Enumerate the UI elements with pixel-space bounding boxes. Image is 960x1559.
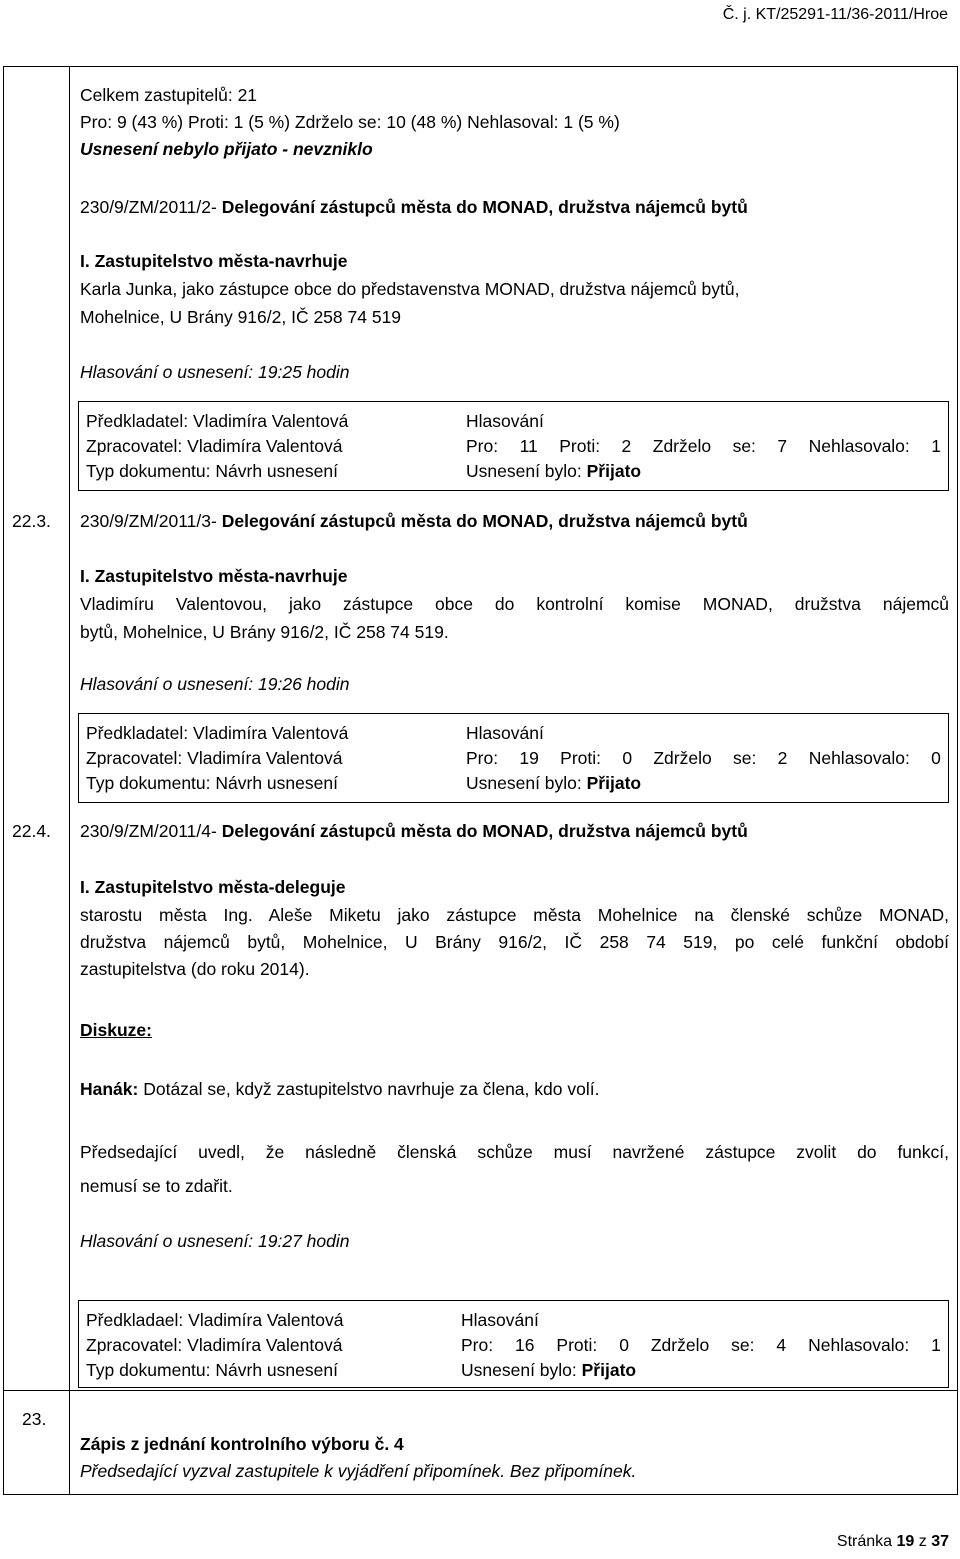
vote-value: 16 <box>515 1335 535 1355</box>
usneseni-result-22-3 <box>466 772 641 794</box>
discussion-label: Diskuze: <box>80 1020 152 1040</box>
vote-time-22-2: Hlasování o usnesení: 19:25 hodin <box>80 362 350 382</box>
vote-label: Pro: <box>461 1335 494 1355</box>
text-22-2-line1: Karla Junka, jako zástupce obce do představenstva MONAD, družstva nájemců bytů, <box>80 279 740 299</box>
vote-label: Nehlasovalo: <box>808 748 910 768</box>
item-number-22-3: 22.3. <box>12 511 51 531</box>
footer-page: 19 <box>896 1533 915 1550</box>
vote-value: 4 <box>776 1335 787 1355</box>
vote-value: 1 <box>931 436 941 456</box>
vote-counts-22-2 <box>466 435 941 457</box>
clause-22-4: I. Zastupitelstvo města-deleguje <box>80 877 346 897</box>
vote-value: 0 <box>931 748 941 768</box>
resolution-code: 230/9/ZM/2011/4- <box>80 821 217 841</box>
speaker-name: Hanák: <box>80 1079 139 1099</box>
text-22-4-line3: zastupitelstva (do roku 2014). <box>80 959 310 979</box>
hlasovani-label: Hlasování <box>466 411 544 431</box>
clause-22-3: I. Zastupitelstvo města-navrhuje <box>80 566 348 586</box>
vote-label: se: <box>731 1335 755 1355</box>
chair-statement-line1: Předsedající uvedl, že následně členská schůze musí navržené zástupce zvolit do funkcí, <box>80 1142 949 1162</box>
vote-value: 19 <box>519 748 539 768</box>
vote-value: 1 <box>931 1335 941 1355</box>
typ-dokumentu: Typ dokumentu: Návrh usnesení <box>86 773 338 793</box>
item-23-title: Zápis z jednání kontrolního výboru č. 4 <box>80 1434 404 1454</box>
usneseni-label: Usnesení bylo: <box>466 773 587 793</box>
item-23-text: Předsedající vyzval zastupitele k vyjádření připomínek. Bez připomínek. <box>80 1461 637 1481</box>
document-reference: Č. j. KT/25291-11/36-2011/Hroe <box>722 6 948 23</box>
text-22-4-line2: družstva nájemců bytů, Mohelnice, U Brány 916/2, IČ 258 74 519, po celé funkční období <box>80 932 949 952</box>
vote-time-22-4: Hlasování o usnesení: 19:27 hodin <box>80 1231 350 1251</box>
vote-label: Pro: <box>466 436 499 456</box>
vote-label: Proti: <box>556 1335 598 1355</box>
text-22-3-line2: bytů, Mohelnice, U Brány 916/2, IČ 258 74 519. <box>80 622 449 642</box>
resolution-heading-22-2 <box>80 196 748 218</box>
column-divider <box>69 66 70 1495</box>
vote-label: Zdrželo <box>653 748 712 768</box>
page-number <box>837 1531 949 1553</box>
text-22-4-line1: starostu města Ing. Aleše Miketu jako zástupce města Mohelnice na členské schůze MONAD, <box>80 905 949 925</box>
prev-outcome: Usnesení nebylo přijato - nevzniklo <box>80 139 373 159</box>
zpracovatel: Zpracovatel: Vladimíra Valentová <box>86 748 343 768</box>
vote-counts-22-3 <box>466 747 941 769</box>
resolution-title: Delegování zástupců města do MONAD, družstva nájemců bytů <box>216 511 748 531</box>
usneseni-value: Přijato <box>581 1360 637 1380</box>
hlasovani-label: Hlasování <box>466 723 544 743</box>
text-22-3-line1: Vladimíru Valentovou, jako zástupce obce do kontrolní komise MONAD, družstva nájemců <box>80 594 949 614</box>
hlasovani-label: Hlasování <box>461 1310 539 1330</box>
discussion-hanak <box>80 1078 599 1100</box>
item-number-22-4: 22.4. <box>12 821 51 841</box>
prev-total: Celkem zastupitelů: 21 <box>80 85 258 105</box>
vote-label: Proti: <box>560 748 602 768</box>
footer-prefix: Stránka <box>836 1533 897 1550</box>
vote-value: 0 <box>619 1335 629 1355</box>
zpracovatel: Zpracovatel: Vladimíra Valentová <box>86 436 343 456</box>
vote-value: 2 <box>621 436 632 456</box>
usneseni-label: Usnesení bylo: <box>466 461 587 481</box>
vote-label: Proti: <box>559 436 601 456</box>
resolution-title: Delegování zástupců města do MONAD, družstva nájemců bytů <box>216 197 748 217</box>
resolution-code: 230/9/ZM/2011/2- <box>80 197 217 217</box>
vote-label: Zdrželo <box>652 436 712 456</box>
vote-label: se: <box>732 436 756 456</box>
vote-value: 7 <box>777 436 788 456</box>
zpracovatel: Zpracovatel: Vladimíra Valentová <box>86 1335 343 1355</box>
resolution-title: Delegování zástupců města do MONAD, družstva nájemců bytů <box>216 821 748 841</box>
resolution-code: 230/9/ZM/2011/3- <box>80 511 217 531</box>
footer-middle: z <box>914 1533 932 1550</box>
typ-dokumentu: Typ dokumentu: Návrh usnesení <box>86 461 338 481</box>
predkladatel: Předkladatel: Vladimíra Valentová <box>86 723 349 743</box>
chair-statement-line2: nemusí se to zdařit. <box>80 1176 233 1196</box>
usneseni-value: Přijato <box>586 461 642 481</box>
predkladatel: Předkladatel: Vladimíra Valentová <box>86 411 349 431</box>
vote-label: se: <box>733 748 757 768</box>
usneseni-result-22-2 <box>466 460 641 482</box>
resolution-heading-22-3 <box>80 510 748 532</box>
vote-value: 2 <box>777 748 788 768</box>
resolution-heading-22-4 <box>80 820 748 842</box>
prev-votes: Pro: 9 (43 %) Proti: 1 (5 %) Zdrželo se: 10 (48 %) Nehlasoval: 1 (5 %) <box>80 112 620 132</box>
vote-value: 11 <box>519 436 538 456</box>
predkladatel: Předkladael: Vladimíra Valentová <box>86 1310 344 1330</box>
usneseni-result-22-4 <box>461 1359 636 1381</box>
row-divider <box>3 1390 958 1391</box>
typ-dokumentu: Typ dokumentu: Návrh usnesení <box>86 1360 338 1380</box>
item-number-23: 23. <box>22 1409 47 1429</box>
vote-counts-22-4 <box>461 1334 941 1356</box>
vote-label: Nehlasovalo: <box>808 436 910 456</box>
vote-label: Pro: <box>466 748 499 768</box>
vote-value: 0 <box>622 748 633 768</box>
usneseni-label: Usnesení bylo: <box>461 1360 582 1380</box>
clause-22-2: I. Zastupitelstvo města-navrhuje <box>80 251 348 271</box>
vote-label: Nehlasovalo: <box>808 1335 910 1355</box>
vote-time-22-3: Hlasování o usnesení: 19:26 hodin <box>80 674 350 694</box>
usneseni-value: Přijato <box>586 773 642 793</box>
vote-label: Zdrželo <box>650 1335 710 1355</box>
speaker-text: Dotázal se, když zastupitelstvo navrhuje za člena, kdo volí. <box>138 1079 600 1099</box>
footer-total: 37 <box>931 1533 949 1550</box>
text-22-2-line2: Mohelnice, U Brány 916/2, IČ 258 74 519 <box>80 307 402 327</box>
